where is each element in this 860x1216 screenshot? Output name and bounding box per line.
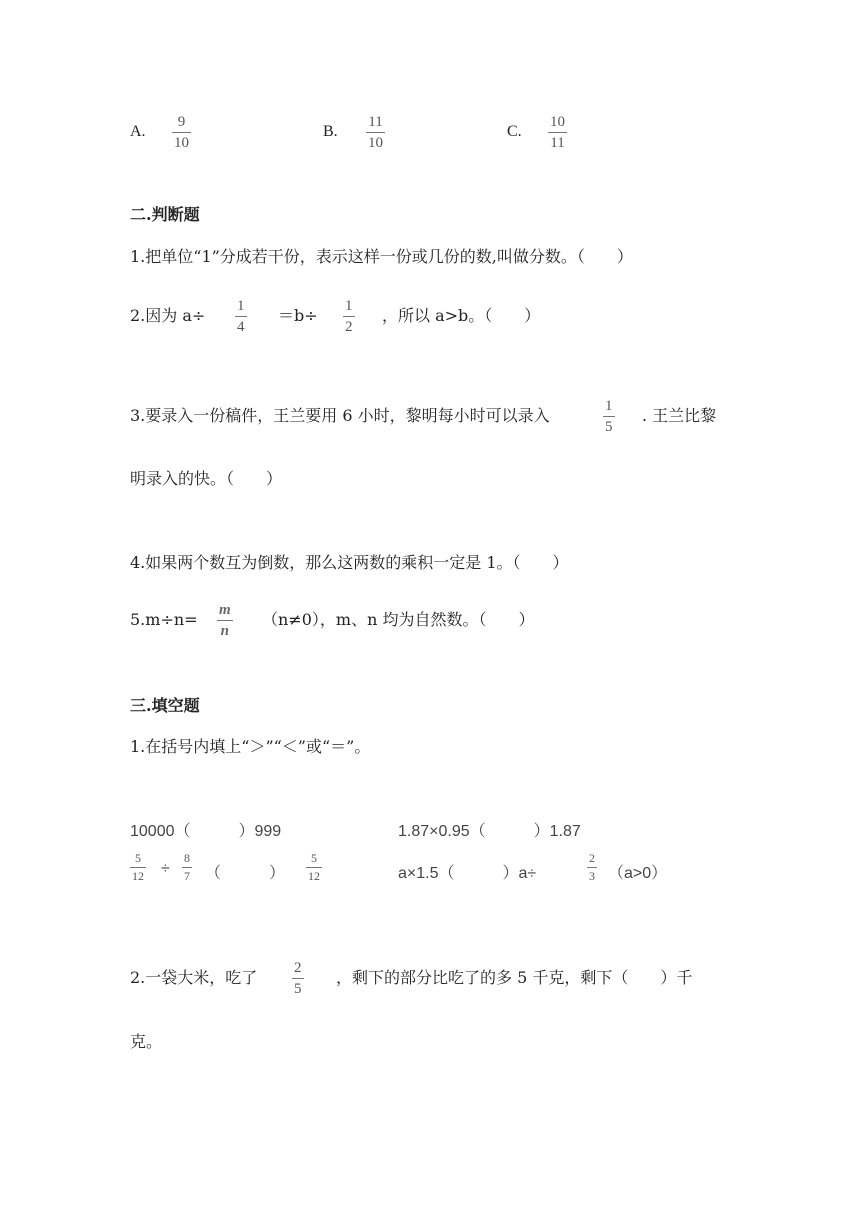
judge-q5-fraction bbox=[217, 602, 233, 639]
denominator: 5 bbox=[605, 419, 613, 435]
judge-q1: 1.把单位“1”分成若干份，表示这样一份或几份的数,叫做分数。（ ） bbox=[130, 247, 633, 266]
choice-b-denominator: 10 bbox=[368, 135, 383, 151]
judge-q3-part-c: 明录入的快。（ ） bbox=[130, 469, 283, 488]
judge-q2-part-b: ＝b÷ bbox=[278, 306, 318, 325]
judge-q3-fraction bbox=[603, 398, 615, 435]
judge-q2-fraction-1 bbox=[235, 298, 247, 335]
choice-b-fraction bbox=[366, 114, 385, 151]
judge-q2-part-c: ，所以 a>b。（ ） bbox=[382, 306, 541, 325]
numerator: m bbox=[219, 602, 231, 618]
denominator: 12 bbox=[308, 869, 320, 883]
judge-q3-part-a: 3.要录入一份稿件，王兰要用 6 小时，黎明每小时可以录入 bbox=[130, 406, 550, 425]
choice-a-denominator: 10 bbox=[174, 135, 189, 151]
fill-q2-part-b: ，剩下的部分比吃了的多 5 千克，剩下（ ）千 bbox=[336, 968, 693, 987]
denominator: 3 bbox=[589, 869, 595, 883]
section-3-title: 三.填空题 bbox=[130, 696, 200, 715]
denominator: 12 bbox=[132, 869, 144, 883]
denominator: 2 bbox=[345, 319, 353, 335]
judge-q4: 4.如果两个数互为倒数，那么这两数的乘积一定是 1。（ ） bbox=[130, 553, 569, 572]
judge-q5-part-b: （n≠0），m、n 均为自然数。（ ） bbox=[262, 610, 535, 629]
compare-row2-fraction-1 bbox=[130, 852, 146, 883]
numerator: 2 bbox=[589, 851, 595, 865]
numerator: 1 bbox=[237, 298, 245, 314]
choice-a-letter: A. bbox=[130, 123, 146, 140]
numerator: 2 bbox=[294, 960, 302, 976]
compare-row2-divide: ÷ bbox=[161, 860, 170, 877]
compare-row1-left: 10000（ ）999 bbox=[130, 823, 282, 840]
judge-q2-fraction-2 bbox=[343, 298, 355, 335]
compare-row2-right-part-a: a×1.5（ ）a÷ bbox=[398, 865, 537, 882]
denominator: 4 bbox=[237, 319, 245, 335]
choice-a-fraction bbox=[172, 114, 191, 151]
compare-row2-fraction-2 bbox=[182, 852, 192, 883]
choice-c-denominator: 11 bbox=[550, 135, 565, 151]
choice-c-numerator: 10 bbox=[550, 114, 565, 130]
fill-q2-part-c: 克。 bbox=[130, 1032, 163, 1051]
choice-c-letter: C. bbox=[507, 123, 522, 140]
judge-q2-part-a: 2.因为 a÷ bbox=[130, 306, 206, 325]
numerator: 1 bbox=[345, 298, 353, 314]
choice-b-letter: B. bbox=[323, 123, 338, 140]
compare-row2-right-fraction bbox=[587, 852, 597, 883]
judge-q3-part-b: . 王兰比黎 bbox=[642, 406, 717, 425]
choice-c-fraction bbox=[548, 114, 567, 151]
fill-q2-fraction bbox=[292, 960, 304, 997]
compare-row2-fraction-3 bbox=[306, 852, 322, 883]
choice-a-numerator: 9 bbox=[177, 114, 186, 130]
denominator: 5 bbox=[294, 981, 302, 997]
numerator: 5 bbox=[135, 851, 141, 865]
compare-row2-right-part-b: （a>0） bbox=[608, 865, 668, 882]
fill-q1: 1.在括号内填上“＞”“＜”或“＝”。 bbox=[130, 737, 371, 756]
numerator: 8 bbox=[184, 851, 190, 865]
numerator: 1 bbox=[605, 398, 613, 414]
compare-row2-paren: （ ） bbox=[205, 865, 286, 882]
judge-q5-part-a: 5.m÷n= bbox=[130, 610, 198, 629]
fill-q2-part-a: 2.一袋大米，吃了 bbox=[130, 968, 258, 987]
compare-row1-right: 1.87×0.95（ ）1.87 bbox=[398, 823, 581, 840]
section-2-title: 二.判断题 bbox=[130, 205, 200, 224]
denominator: n bbox=[220, 623, 229, 639]
choice-b-numerator: 11 bbox=[368, 114, 383, 130]
numerator: 5 bbox=[311, 851, 317, 865]
denominator: 7 bbox=[184, 869, 190, 883]
